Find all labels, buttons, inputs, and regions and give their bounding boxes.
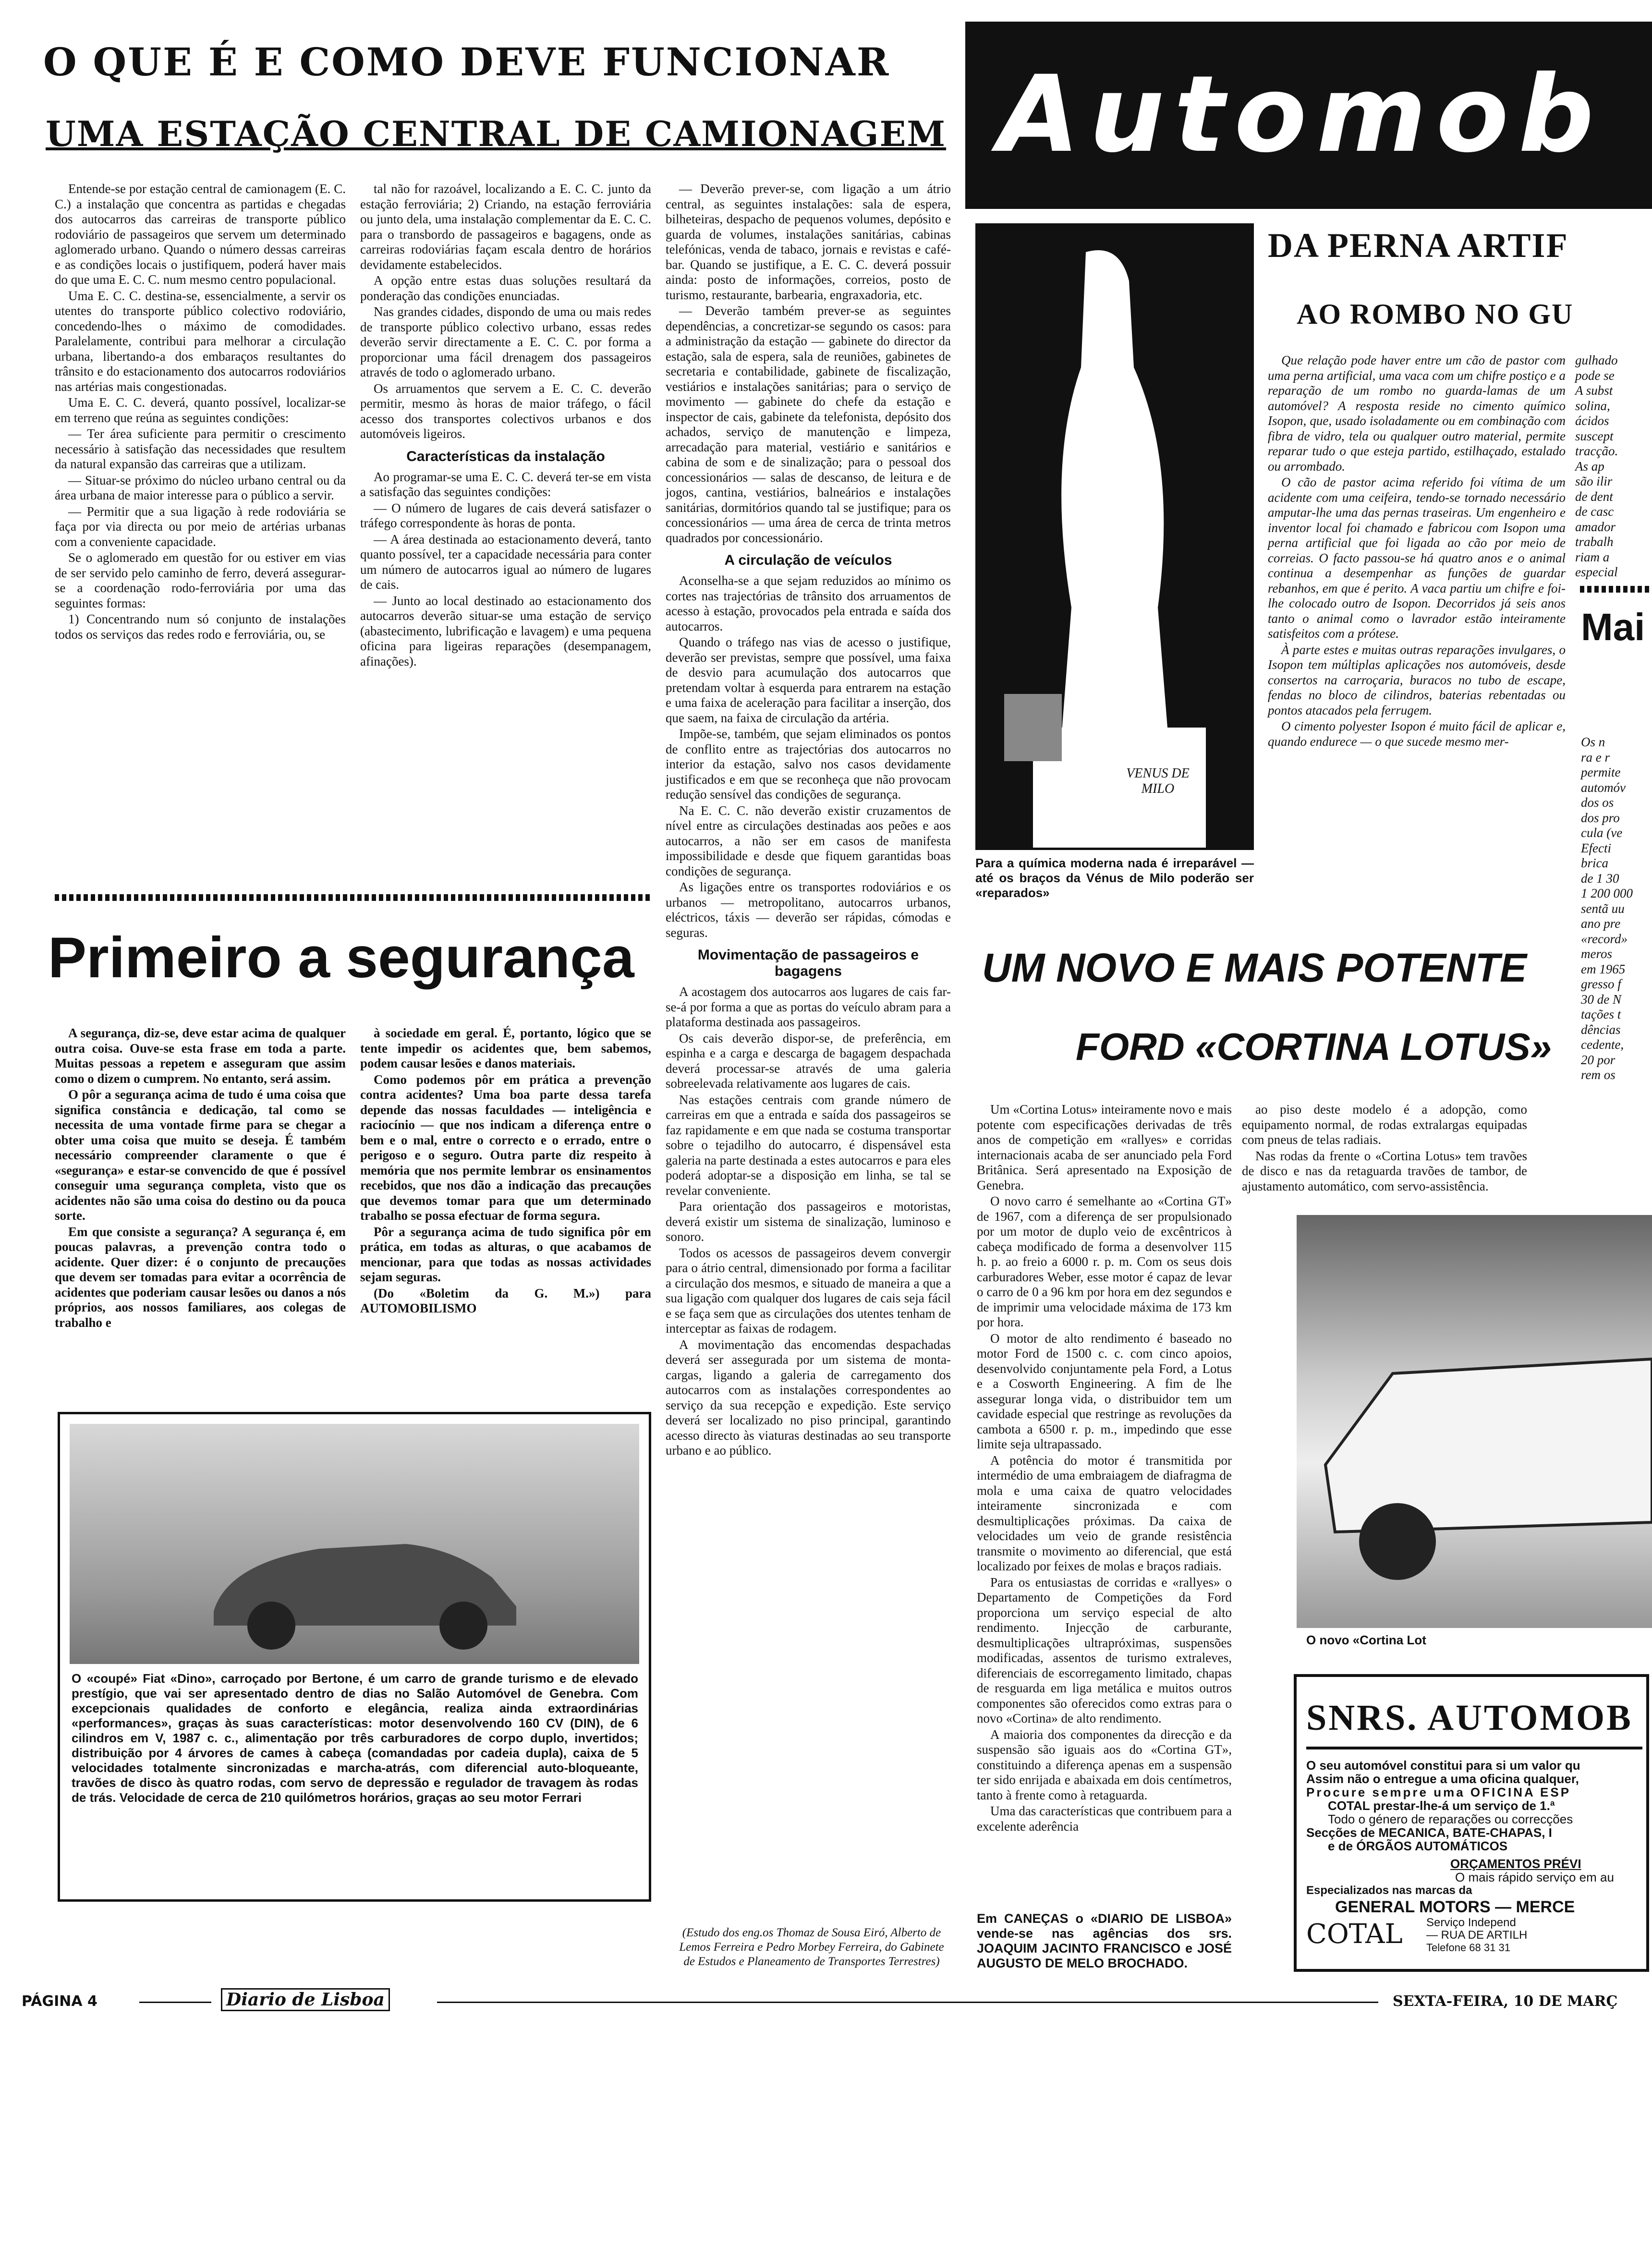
section-subheading: Características da instalação	[406, 448, 605, 464]
article-column	[55, 182, 346, 643]
text-line: cedente,	[1581, 1037, 1624, 1052]
paragraph: Impõe-se, também, que sejam eliminados os pontos de conflito entre as trajectórias dos autocarros no interior da estação, salvo nos casos devidamente justificados e em que se reconheça que não provocam redução sensível das condições de segurança.	[666, 727, 951, 802]
article-headline: UM NOVO E MAIS POTENTE	[982, 945, 1527, 990]
text-line: de 1 30	[1581, 871, 1619, 886]
text-line: são ilir	[1575, 474, 1613, 488]
paragraph: — Deverão também prever-se as seguintes dependências, a concretizar-se segundo os casos: para a administração da estação — gabinete do director da estação, sala de espera, sala de reuniões, gabinetes de secretaria e contabilidade, gabinete de fiscalização, vestiários e instalações sanitárias; para o serviço de movimento — gabinete do chefe da estação e inspector de cais, gabinete da telefonista, depósito dos achados, serviço de manutenção e limpeza, arrecadação para material, vestiário e sanitários e cabina de som e de sinalização; para o pessoal dos concessionários — salas de descanso, de leitura e de jogos, cantina, vestiários, balneários e instalações sanitárias, dormitórios quando tal se justifique; para os concessionários — uma área de cerca de trinta metros quadrados por concessionário.	[666, 304, 951, 545]
ad-lower	[1306, 1857, 1642, 1955]
ad-line: O seu automóvel constitui para si um valor qu	[1306, 1758, 1580, 1773]
text-line: gulhado	[1575, 353, 1618, 367]
article-headline: Mai	[1581, 606, 1645, 648]
article-headline: Primeiro a segurança	[48, 925, 634, 990]
ad-title: SNRS. AUTOMOB	[1306, 1698, 1633, 1738]
paragraph: ao piso deste modelo é a adopção, como equipamento normal, de rodas extralargas equipadas com pneus de telas radiais.	[1242, 1102, 1527, 1147]
text-line: 20 por	[1581, 1052, 1616, 1067]
text-line: tações t	[1581, 1007, 1621, 1021]
ad-line: Secções de MECANICA, BATE-CHAPAS, I	[1306, 1825, 1552, 1840]
text-line: sentã uu	[1581, 901, 1625, 916]
paragraph: Quando o tráfego nas vias de acesso o justifique, deverão ser previstas, sempre que possível, uma faixa de desvio para acumulação dos autocarros que pretendam voltar à esquerda para entrarem na estação e uma faixa de aceleração para facilitar a inserção, dos que saem, na faixa de circulação da artéria.	[666, 635, 951, 725]
paragraph: Para os entusiastas de corridas e «rallyes» o Departamento de Competições da Ford proporciona um serviço especial de alto rendimento. Injecção de carburante, desmultiplicações ultrapróximas, suspensões modificadas, assentos de turismo extraleves, diferenciais de escorregamento limitado, chapas de resguarda em liga metálica e muitos outros componentes são oferecidos como extras para o novo «Cortina» de alto rendimento.	[977, 1575, 1232, 1725]
text-line: 30 de N	[1581, 992, 1621, 1007]
issue-date: SEXTA-FEIRA, 10 DE MARÇ	[1393, 1993, 1618, 2010]
paragraph: O pôr a segurança acima de tudo é uma coisa que significa constância e dedicação, tal como se necessita de uma vontade firme para se chegar a obter uma coisa que muito se deseja. É também necessário compreender claramente o que é «segurança» e estar-se convencido de que é possível conseguir uma segurança completa, visto que os acidentes não são uma coisa do destino ou da pouca sorte.	[55, 1087, 346, 1223]
ad-line: Assim não o entregue a uma oficina qualquer,	[1306, 1772, 1579, 1786]
article-column	[360, 182, 651, 670]
text-line: As ap	[1575, 459, 1604, 474]
ad-service: Serviço Independ	[1426, 1916, 1516, 1929]
fiat-dino-photo	[70, 1424, 639, 1664]
paragraph: à sociedade em geral. É, portanto, lógico que se tente impedir os acidentes que, bem sabemos, podem causar lesões e danos materiais.	[360, 1026, 651, 1070]
ad-brands-intro: Especializados nas marcas da	[1306, 1884, 1472, 1897]
text-line: permite	[1581, 765, 1621, 779]
ad-body	[1306, 1759, 1642, 1853]
paragraph: As ligações entre os transportes rodoviários e os urbanos — metropolitano, autocarros urbanos, eléctricos, táxis — deverão ser rápidas, cómodas e seguras.	[666, 880, 951, 940]
cortina-lotus-photo	[1297, 1215, 1652, 1628]
ad-line: e de ÓRGÃOS AUTOMÁTICOS	[1328, 1839, 1508, 1853]
text-line: de dent	[1575, 489, 1613, 504]
section-title: Automob	[998, 53, 1604, 176]
statue-image	[975, 223, 1254, 850]
ad-phone: Telefone 68 31 31	[1426, 1942, 1510, 1954]
paragraph: Entende-se por estação central de camionagem (E. C. C.) a instalação que concentra as partidas e chegadas dos autocarros das carreiras de transporte público rodoviário de passageiros que servem um determinado aglomerado urbano. Quando o número dessas carreiras e as condições locais o justifiquem, poderá haver mais do que uma E. C. C. num mesmo centro populacional.	[55, 182, 346, 287]
paragraph: Os arruamentos que servem a E. C. C. deverão permitir, mesmo às horas de maior tráfego, o fácil acesso dos transportes colectivos urbanos e dos automóveis ligeiros.	[360, 381, 651, 441]
paragraph: tal não for razoável, localizando a E. C. C. junto da estação ferroviária; 2) Criando, na estação ferroviária ou junto dela, uma instalação complementar da E. C. C. para o transbordo de passageiros e bagagens, onde as carreiras rodoviárias façam escala dentro de horários devidamente estabelecidos.	[360, 182, 651, 272]
text-line: gresso f	[1581, 977, 1621, 991]
article-column	[666, 182, 951, 1459]
paragraph: 1) Concentrando num só conjunto de instalações todos os serviços das redes rodo e ferroviária, ou, se	[55, 612, 346, 642]
page-number: PÁGINA 4	[22, 1993, 97, 2010]
paragraph: — A área destinada ao estacionamento deverá, tanto quanto possível, ter a capacidade necessária para conter um número de autocarros igual ao número de lugares de cais.	[360, 532, 651, 592]
paragraph: Uma das características que contribuem para a excelente aderência	[977, 1804, 1232, 1834]
article-headline: UMA ESTAÇÃO CENTRAL DE CAMIONAGEM	[46, 113, 947, 154]
text-line: riam a	[1575, 549, 1610, 564]
paragraph: Aconselha-se a que sejam reduzidos ao mínimo os cortes nas trajectórias de trânsito dos arruamentos de acesso à estação, provocados pela entrada e saída dos autocarros.	[666, 573, 951, 633]
fiat-photo-box	[58, 1412, 651, 1902]
article-column-fragment	[1575, 353, 1647, 580]
paragraph: À parte estes e muitas outras reparações invulgares, o Isopon tem múltiplas aplicações nos automóveis, desde consertos na carroçaria, buracos no tubo de escape, fendas no bloco de cilindros, baterias rebentadas ou pontos atacados pela ferrugem.	[1268, 642, 1566, 717]
paragraph: Que relação pode haver entre um cão de pastor com uma perna artificial, uma vaca com um chifre postiço e a reparação de um rombo no guarda-lamas de um automóvel? A resposta reside no cimento químico Isopon, que, usado isoladamente ou em combinação com fibra de vidro, tela ou qualquer outro material, permite reparar tudo o que esteja partido, estilhaçado, estalado ou arrombado.	[1268, 353, 1566, 474]
paragraph: Uma E. C. C. destina-se, essencialmente, a servir os utentes do transporte público colectivo rodoviário, concedendo-lhes o máximo de comodidades. Paralelamente, contribui para melhorar a circulação urbana, libertando-a dos embaraços resultantes do trânsito e do estacionamento dos autocarros rodoviários nas artérias mais congestionadas.	[55, 288, 346, 394]
fiat-photo-caption: O «coupé» Fiat «Dino», carroçado por Bertone, é um carro de grande turismo e de elevado prestígio, que vai ser apresentado dentro de dias no Salão Automóvel de Genebra. Com excepcionais qualidades de conforto e elegância, realiza ainda extraordinárias «performances», graças às suas características: motor desenvolvendo 160 CV (DIN), de 6 cilindros em V, 1987 c. c., alimentação por três carburadores de corpo duplo, invertidos; distribuição por 4 árvores de cames à cabeça (comandadas por cadeia dupla), caixa de 5 velocidades totalmente sincronizadas e marcha-atrás, com diferencial auto-bloqueante, travões de disco às quatro rodas, com servo de depressão e regulador de travagem às rodas de trás. Velocidade de cerca de 210 quilómetros horários, graças ao seu motor Ferrari	[72, 1671, 638, 1805]
ad-contact	[1306, 1917, 1642, 1955]
text-line: Os n	[1581, 735, 1605, 749]
cotal-logo: COTAL	[1306, 1919, 1403, 1950]
paragraph: Todos os acessos de passageiros devem convergir para o átrio central, dimensionado por forma a facilitar a circulação dos mesmos, e situado de maneira a que a sua ligação com qualquer dos lugares de cais seja fácil e se faça sem que as circulações dos utentes tenham de interceptar as faixas de rodagem.	[666, 1245, 951, 1336]
article-column	[1268, 353, 1566, 750]
text-line: brica	[1581, 856, 1608, 870]
text-line: em 1965	[1581, 961, 1626, 976]
ad-line: COTAL prestar-lhe-á um serviço de 1.ª	[1328, 1798, 1555, 1813]
footer-rule	[437, 2002, 1378, 2003]
text-line: trabalh	[1575, 534, 1614, 549]
article-column	[977, 1102, 1232, 1835]
article-credit: (Estudo dos eng.os Thomaz de Sousa Eiró, Alberto de Lemos Ferreira e Pedro Morbey Ferreira, do Gabinete de Estudos e Planeamento de Transportes Terrestres)	[679, 1926, 944, 1968]
text-line: dos pro	[1581, 810, 1620, 825]
paragraph: A potência do motor é transmitida por intermédio de uma embraiagem de diafragma de mola e uma caixa de quatro velocidades inteiramente sincronizada e com desmultiplicações próximas. Da caixa de velocidades um veio de grande resistência transmite o movimento ao diferencial, que está localizado por feixes de molas e braços radiais.	[977, 1453, 1232, 1573]
section-subheading: Movimentação de passageiros e bagagens	[697, 947, 919, 979]
paragraph: O cimento polyester Isopon é muito fácil de aplicar e, quando endurece — o que sucede mesmo mer-	[1268, 719, 1566, 749]
article-headline: DA PERNA ARTIF	[1268, 226, 1568, 265]
paragraph: Nas estações centrais com grande número de carreiras em que a entrada e saída dos passageiros se faz rapidamente e em que nada se costuma transportar sobre o tejadilho do autocarro, é dispensável esta galeria na parte destinada a estes autocarros e para eles poderá adoptar-se a disposição em linha, se tal se revelar conveniente.	[666, 1092, 951, 1198]
paragraph: — Deverão prever-se, com ligação a um átrio central, as seguintes instalações: sala de espera, bilheteiras, despacho de pequenos volumes, depósito e guarda de volumes, instalações sanitárias, cabinas telefónicas, venda de tabaco, jornais e revistas e café-bar. Quando se justifique, a E. C. C. deverá possuir ainda: posto de informações, correios, posto de turismo, restaurante, barbearia, engraxadoria, etc.	[666, 182, 951, 302]
paragraph: Ao programar-se uma E. C. C. deverá ter-se em vista a satisfação das seguintes condições:	[360, 469, 651, 499]
ad-fast-service: O mais rápido serviço em au	[1455, 1870, 1614, 1884]
article-column-fragment	[1581, 735, 1651, 1083]
venus-caption: Para a química moderna nada é irreparável — até os braços da Vénus de Milo poderão ser «reparados»	[975, 856, 1254, 900]
sales-notice: Em CANEÇAS o «DIARIO DE LISBOA» vende-se nas agências dos srs. JOAQUIM JACINTO FRANCISCO e JOSÉ AUGUSTO DE MELO BROCHADO.	[977, 1911, 1232, 1970]
section-subheading: A circulação de veículos	[724, 552, 892, 568]
paragraph: O novo carro é semelhante ao «Cortina GT» de 1967, com a diferença de ser propulsionado por um motor de duplo veio de excêntricos à cabeça modificado de forma a desenvolver 115 h. p. ao freio a 6000 r. p. m. Com os seus dois carburadores Weber, esse motor é capaz de levar o carro de 0 a 96 km por hora em dez segundos e de imprimir uma velocidade máxima de 173 km por hora.	[977, 1194, 1232, 1329]
venus-illustration	[975, 223, 1254, 850]
text-line: rem os	[1581, 1068, 1616, 1082]
cotal-advertisement	[1294, 1674, 1649, 1972]
paragraph: Pôr a segurança acima de tudo significa pôr em prática, em todas as alturas, o que acabamos de mencionar, para que todas as nossas actividades sejam seguras.	[360, 1224, 651, 1284]
text-line: ácidos	[1575, 413, 1609, 428]
text-line: cula (ve	[1581, 826, 1623, 840]
divider	[1580, 586, 1650, 593]
text-line: Efecti	[1581, 840, 1611, 855]
ad-line: Procure sempre uma OFICINA ESP	[1306, 1785, 1571, 1799]
divider	[55, 894, 651, 901]
text-line: pode se	[1575, 368, 1615, 383]
paragraph: Para orientação dos passageiros e motoristas, deverá existir um sistema de sinalização, luminoso e sonoro.	[666, 1199, 951, 1244]
paragraph: — Ter área suficiente para permitir o crescimento necessário à satisfação das necessidades que resultem da natural expansão das carreiras que a utilizam.	[55, 426, 346, 471]
paragraph: A movimentação das encomendas despachadas deverá ser assegurada por um sistema de monta-cargas, ligando a galeria de carregamento dos autocarros com as instalações correspondentes ao serviço da sua recepção e expedição. Este serviço deverá ser localizado no piso principal, garantindo acesso directo às viaturas destinadas ao seu transporte urbano e ao público.	[666, 1337, 951, 1457]
paragraph: O cão de pastor acima referido foi vítima de um acidente com uma ceifeira, tendo-se tornado necessário amputar-lhe uma das pernas traseiras. Um engenheiro e inventor local foi chamado e fabricou com Isopon uma perna artificial que foi ligada ao cão por meio de correias. O facto passou-se há quatro anos e o animal continua a desempenhar as funções de guardar rebanhos, em que é perito. A vaca partiu um chifre e foi-lhe colocado outro de Isopon. Decorridos já seis anos tanto o animal como o lavrador estão inteiramente satisfeitos com a prótese.	[1268, 475, 1566, 641]
footer-rule	[139, 2002, 211, 2003]
paragraph: Um «Cortina Lotus» inteiramente novo e mais potente com especificações derivadas de três anos de competição em «rallyes» e corridas internacionais acaba de ser anunciado pela Ford Britânica. Será apresentado na Exposição de Genebra.	[977, 1102, 1232, 1192]
ad-brands: GENERAL MOTORS — MERCE	[1335, 1898, 1575, 1916]
car-image	[1297, 1215, 1652, 1628]
text-line: solina,	[1575, 398, 1610, 413]
paragraph: A acostagem dos autocarros aos lugares de cais far-se-á por forma a que as portas do veículo abram para a plataforma destinada aos passageiros.	[666, 984, 951, 1029]
text-line: ano pre	[1581, 916, 1621, 931]
ad-quote: ORÇAMENTOS PRÉVI	[1450, 1857, 1581, 1871]
article-headline: FORD «CORTINA LOTUS»	[1076, 1025, 1552, 1068]
paragraph: A maioria dos componentes da direcção e da suspensão são iguais aos do «Cortina GT», constituindo a diferença apenas em a suspensão ter sido enrijada e abaixada em dois centímetros, tanto à frente como à retaguarda.	[977, 1727, 1232, 1802]
car-image	[70, 1424, 639, 1664]
article-subheadline: AO ROMBO NO GU	[1297, 298, 1574, 330]
text-line: 1 200 000	[1581, 886, 1633, 900]
text-line: «record»	[1581, 931, 1628, 946]
paragraph: Nas rodas da frente o «Cortina Lotus» tem travões de disco e nas da retaguarda travões de tambor, de ajustamento automático, com servo-assistência.	[1242, 1148, 1527, 1193]
paragraph: Nas grandes cidades, dispondo de uma ou mais redes de transporte público colectivo urbano, essas redes deverão servir directamente a E. C. C. por forma a proporcionar uma fácil drenagem dos passageiros através de todo o aglomerado urbano.	[360, 304, 651, 379]
text-line: meros	[1581, 947, 1612, 961]
paragraph: (Do «Boletim da G. M.») para AUTOMOBILISMO	[360, 1286, 651, 1315]
paragraph: Uma E. C. C. deverá, quanto possível, localizar-se em terreno que reúna as seguintes condições:	[55, 395, 346, 425]
paragraph: A segurança, diz-se, deve estar acima de qualquer outra coisa. Ouve-se esta frase em toda a parte. Muitas pessoas a repetem e asseguram que assim como o dizem o cumprem. No entanto, será assim.	[55, 1026, 346, 1086]
ad-address: — RUA DE ARTILH	[1426, 1929, 1528, 1942]
paragraph: — Permitir que a sua ligação à rede rodoviária se faça por via directa ou por meio de artérias urbanas com a conveniente capacidade.	[55, 504, 346, 549]
article-column	[55, 1026, 346, 1331]
paragraph: Em que consiste a segurança? A segurança é, em poucas palavras, a prevenção contra todo o acidente. Quer dizer: é o conjunto de precauções que devem ser tomadas para evitar a ocorrência de acidentes que poderiam causar lesões ou danos a nós próprios, aos nossos familiares, aos colegas de trabalho e	[55, 1224, 346, 1330]
masthead: Diario de Lisboa	[221, 1988, 390, 2011]
section-banner	[965, 22, 1652, 209]
paragraph: Se o aglomerado em questão for ou estiver em vias de ser servido pelo caminho de ferro, deverá assegurar-se a coordenação rodo-ferroviária por uma das seguintes formas:	[55, 550, 346, 610]
paragraph: Os cais deverão dispor-se, de preferência, em espinha e a carga e descarga de bagagem despachada deverá processar-se através de uma galeria sobreelevada relativamente aos lugares de cais.	[666, 1031, 951, 1091]
ad-rule	[1306, 1747, 1642, 1749]
text-line: especial	[1575, 565, 1618, 579]
text-line: A subst	[1575, 383, 1613, 398]
text-line: dências	[1581, 1022, 1621, 1037]
paragraph: — O número de lugares de cais deverá satisfazer o tráfego correspondente às horas de ponta.	[360, 500, 651, 530]
article-kicker: O QUE É E COMO DEVE FUNCIONAR	[43, 39, 890, 85]
text-line: de casc	[1575, 504, 1614, 519]
text-line: automóv	[1581, 780, 1626, 795]
paragraph: — Situar-se próximo do núcleo urbano central ou da área urbana de maior interesse para o público a servir.	[55, 473, 346, 502]
text-line: ra e r	[1581, 750, 1610, 765]
paragraph: Na E. C. C. não deverão existir cruzamentos de nível entre as circulações destinadas aos peões e aos autocarros, a não ser em casos de manifesta impossibilidade e desde que fiquem garantidas boas condições de segurança.	[666, 803, 951, 878]
cortina-photo-caption: O novo «Cortina Lot	[1306, 1633, 1426, 1647]
text-line: suscept	[1575, 428, 1614, 443]
paragraph: A opção entre estas duas soluções resultará da ponderação das condições enunciadas.	[360, 273, 651, 303]
paragraph: — Junto ao local destinado ao estacionamento dos autocarros deverão situar-se uma estação de serviço (abastecimento, lubrificação e lavagem) e uma pequena oficina para ligeiras reparações (desempanagem, afinações).	[360, 593, 651, 668]
article-column	[360, 1026, 651, 1317]
ad-line: Todo o género de reparações ou correcções	[1328, 1812, 1573, 1826]
statue-plinth-label: VENUS DE MILO	[1126, 766, 1190, 796]
paragraph: O motor de alto rendimento é baseado no motor Ford de 1500 c. c. com cinco apoios, desenvolvido conjuntamente pela Ford, a Lotus e a Cosworth Engineering. A fim de lhe assegurar longa vida, o distribuidor tem um cavidade especial que restringe as revoluções da cambota a 6500 r. p. m., impedindo que esse limite seja ultrapassado.	[977, 1331, 1232, 1451]
text-line: dos os	[1581, 795, 1614, 810]
text-line: tracção.	[1575, 444, 1618, 458]
text-line: amador	[1575, 519, 1616, 534]
paragraph: Como podemos pôr em prática a prevenção contra acidentes? Uma boa parte dessa tarefa depende das nossas faculdades — inteligência e raciocínio — que nos indicam a diferença entre o bem e o mal, entre o correcto e o errado, entre o perigoso e o seguro. Outra parte diz respeito à memória que nos permite lembrar os ensinamentos recebidos, que nos dão a indicação das precauções que devemos tomar para que um determinado trabalho se possa efectuar de forma segura.	[360, 1072, 651, 1223]
article-column	[1242, 1102, 1527, 1195]
